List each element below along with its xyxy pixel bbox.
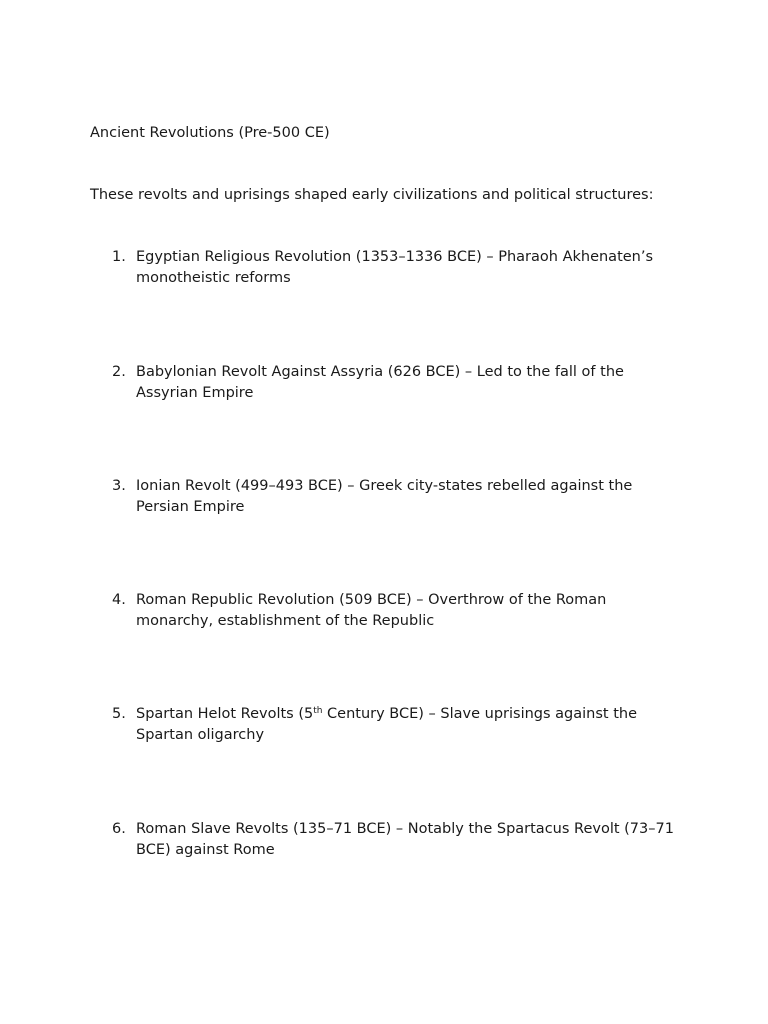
list-item-text: Ionian Revolt (499–493 BCE) – Greek city-states rebelled against the Persian Empire [136,478,633,515]
list-item-text-after: Century BCE) – Slave uprisings against the Spartan oligarchy [136,706,638,743]
list-item-text [136,704,681,746]
document-title: Ancient Revolutions (Pre-500 CE) [90,125,330,141]
intro-paragraph: These revolts and uprisings shaped early civilizations and political structures: [90,187,654,203]
list-item-text: Roman Republic Revolution (509 BCE) – Overthrow of the Roman monarchy, establishment of the Republic [136,592,607,629]
list-item-text-before: Spartan Helot Revolts (5 [136,706,314,722]
list-item-number: 4. [112,592,126,608]
list-item-number: 5. [112,706,126,722]
list-item-number: 3. [112,478,126,494]
list-item-text: Roman Slave Revolts (135–71 BCE) – Notably the Spartacus Revolt (73–71 BCE) against Rome [136,821,674,858]
list-item-text: Babylonian Revolt Against Assyria (626 BCE) – Led to the fall of the Assyrian Empire [136,364,624,401]
list-item-number: 6. [112,821,126,837]
list-item-number: 2. [112,364,126,380]
list-item-text: Egyptian Religious Revolution (1353–1336 BCE) – Pharaoh Akhenaten’s monotheistic reforms [136,249,654,286]
ordinal-superscript: th [313,706,323,716]
list-item-number: 1. [112,249,126,265]
